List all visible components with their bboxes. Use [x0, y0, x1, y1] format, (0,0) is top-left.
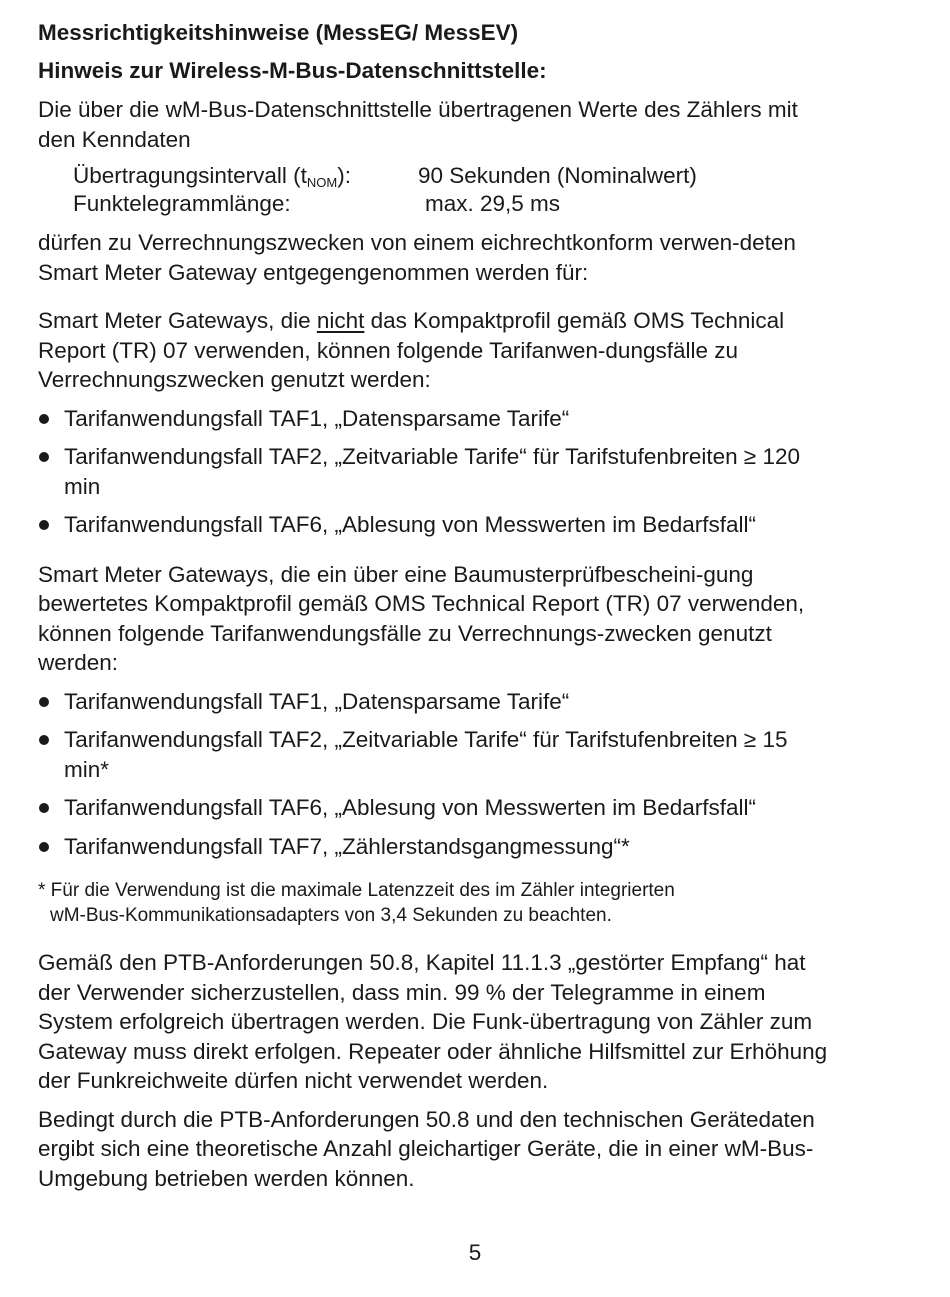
after-kenndaten-paragraph: dürfen zu Verrechnungszwecken von einem eichrechtkonform verwen-deten Smart Meter Gateway entgegengenommen werden für: [38, 230, 796, 285]
interval-label: Übertragungsintervall $(t_{NOM})$: [73, 163, 351, 190]
interval-subscript: NOM [306, 175, 338, 190]
list-item: Tarifanwendungsfall TAF6, „Ablesung von Messwerten im Bedarfsfall“ [38, 793, 838, 823]
footnote [38, 878, 838, 928]
section2-bullet-list [38, 687, 838, 862]
section2-paragraph: Smart Meter Gateways, die ein über eine Baumusterprüfbescheini-gung bewertetes Kompaktprofil gemäß OMS Technical Report (TR) 07 verwenden, können folgende Tarifanwendungsfälle zu Verrechnungs-zwecken genutzt werden: [38, 561, 805, 675]
section1-paragraph: Smart Meter Gateways, die nicht das Kompaktprofil gemäß OMS Technical Report (TR) 07 verwenden, können folgende Tarifanwen-dungsfälle zu Verrechnungszwecken genutzt werden: [38, 308, 785, 392]
document-page [38, 18, 838, 1193]
interval-value: 90 Sekunden (Nominalwert) [418, 163, 697, 188]
kenndaten-row-interval [73, 162, 838, 190]
heading-messrichtigkeit: Messrichtigkeitshinweise (MessEG/ MessEV) [38, 20, 519, 45]
section1-bullet-list [38, 404, 838, 540]
intro-paragraph: Die über die wM-Bus-Datenschnittstelle übertragenen Werte des Zählers mit den Kenndaten [38, 97, 798, 152]
footnote-line-1: * Für die Verwendung ist die maximale Latenzzeit des im Zähler integrierten [38, 880, 675, 901]
list-item: Tarifanwendungsfall TAF1, „Datensparsame Tarife“ [38, 404, 838, 434]
list-item: Tarifanwendungsfall TAF6, „Ablesung von Messwerten im Bedarfsfall“ [38, 510, 838, 540]
list-item: Tarifanwendungsfall TAF7, „Zählerstandsgangmessung“* [38, 832, 838, 862]
heading-wmbus: Hinweis zur Wireless-M-Bus-Datenschnittstelle: [38, 58, 547, 83]
page-number: 5 [468, 1240, 482, 1265]
bedingt-paragraph: Bedingt durch die PTB-Anforderungen 50.8 und den technischen Gerätedaten ergibt sich eine theoretische Anzahl gleichartiger Geräte, die in einer wM-Bus-Umgebung betrieben werden können. [38, 1106, 815, 1191]
list-item: Tarifanwendungsfall TAF2, „Zeitvariable Tarife“ für Tarifstufenbreiten ≥ 15 min* [38, 725, 838, 784]
list-item: Tarifanwendungsfall TAF2, „Zeitvariable Tarife“ für Tarifstufenbreiten ≥ 120 min [38, 442, 838, 501]
footnote-line-2: wM-Bus-Kommunikationsadapters von 3,4 Sekunden zu beachten. [50, 905, 612, 926]
kenndaten-row-length [73, 190, 838, 218]
list-item: Tarifanwendungsfall TAF1, „Datensparsame Tarife“ [38, 687, 838, 717]
length-value: max. 29,5 ms [425, 191, 561, 216]
ptb-paragraph: Gemäß den PTB-Anforderungen 50.8, Kapitel 11.1.3 „gestörter Empfang“ hat der Verwender sicherzustellen, dass min. 99 % der Telegramme in einem System erfolgreich übertragen werden. Die Funk-übertragung von Zähler zum Gateway muss direkt erfolgen. Repeater oder ähnliche Hilfsmittel zur Erhöhung der Funkreichweite dürfen nicht verwendet werden. [38, 950, 828, 1093]
underlined-nicht: nicht [316, 308, 365, 333]
kenndaten-block [73, 162, 838, 218]
length-label: Funktelegrammlänge: [73, 191, 291, 216]
